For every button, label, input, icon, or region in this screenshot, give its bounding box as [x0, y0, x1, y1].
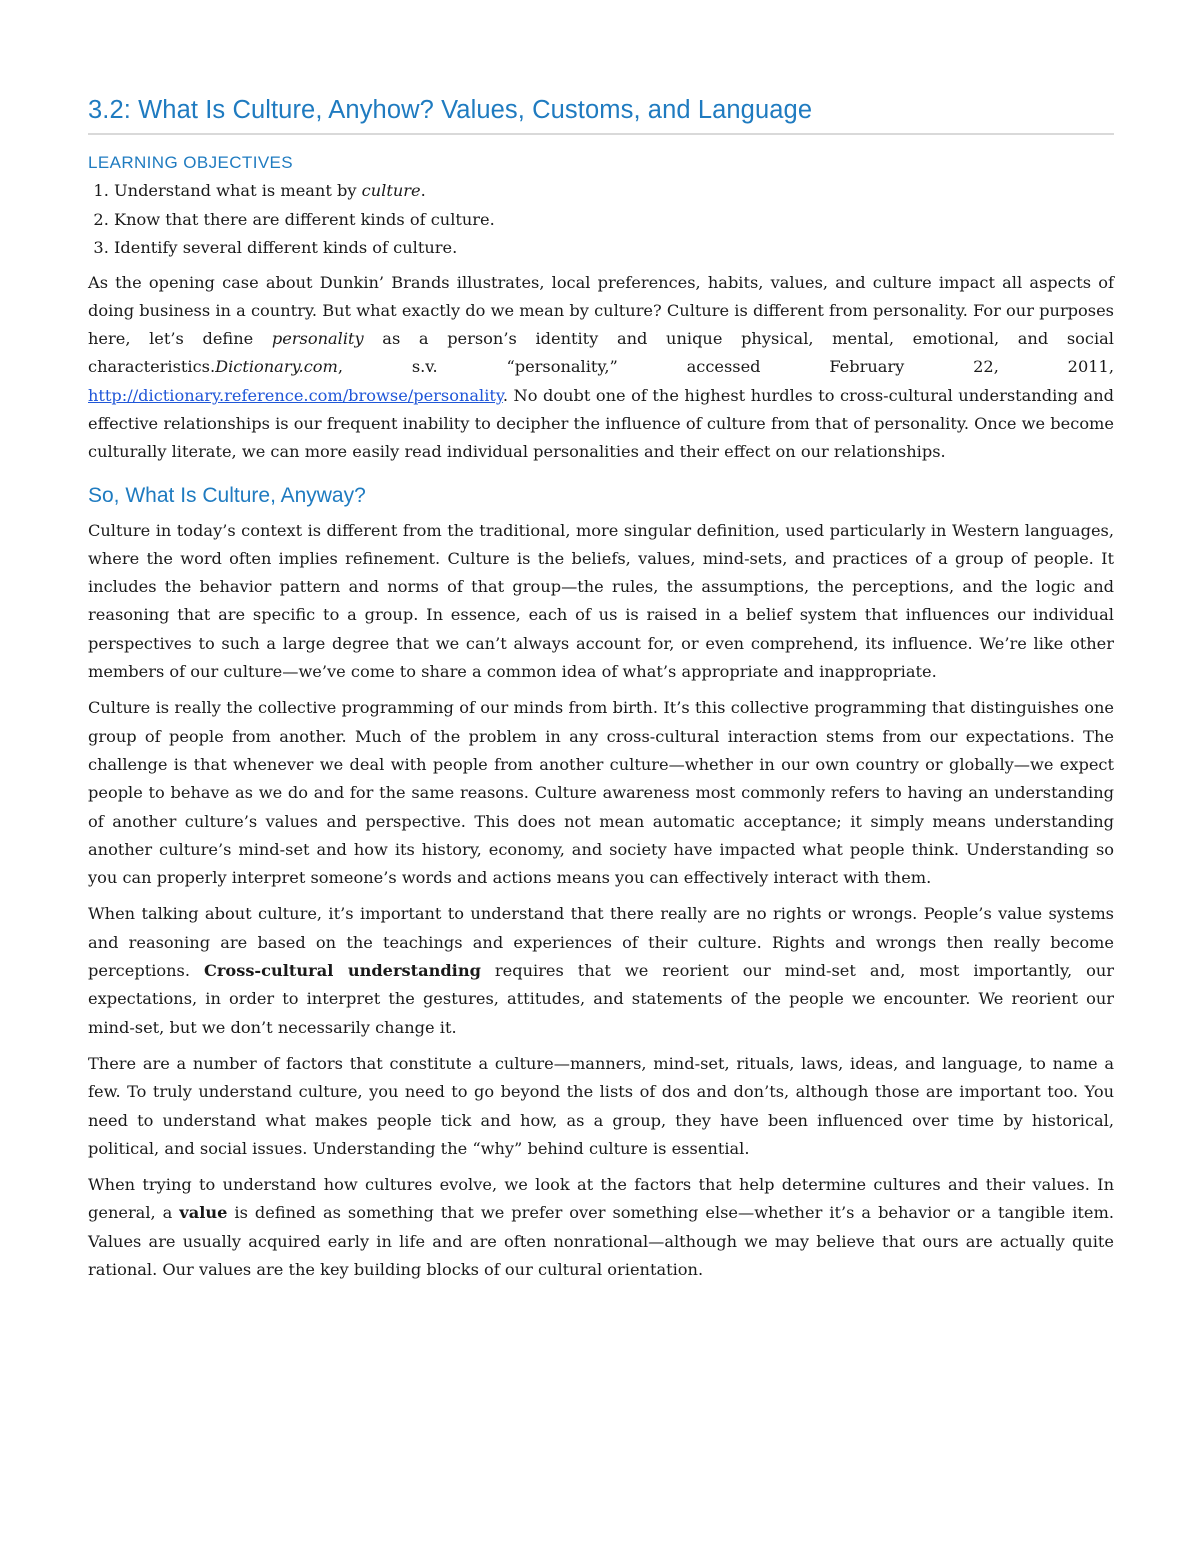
intro-paragraph: [88, 269, 1114, 467]
text-run: As the opening case about Dunkin’ Brands illustrates, local preferences, habits, values, and culture impact all aspects of doing business in a country. But what exactly do we mean by culture? Culture is different from personality. For our purposes here, let’s define: [88, 272, 1114, 349]
section-paragraph-1: Culture in today’s context is different from the traditional, more singular definition, used particularly in Western languages, where the word often implies refinement. Culture is the beliefs, values, mind-sets, and practices of a group of people. It includes the behavior pattern and norms of that group—the rules, the assumptions, the perceptions, and the logic and reasoning that are specific to a group. In essence, each of us is raised in a belief system that influences our individual perspectives to such a large degree that we can’t always account for, or even comprehend, its influence. We’re like other members of our culture—we’ve come to share a common idea of what’s appropriate and inappropriate.: [88, 520, 1114, 682]
text-run: . No doubt one of the highest hurdles to cross-cultural understanding and effective relationships is our frequent inability to decipher the influence of culture from that of personality. Once we become culturally literate, we can more easily read individual personalities and their effect on our relationships.: [88, 385, 1114, 462]
objective-item: 3. Identify several different kinds of culture.: [114, 234, 1114, 263]
emphasis-dictionary: Dictionary.com: [215, 357, 338, 377]
learning-objectives-heading: LEARNING OBJECTIVES: [88, 153, 294, 172]
text-run: requires that we reorient our mind-set and, most importantly, our expectations, in order to interpret the gestures, attitudes, and statements of the people we encounter. We reorient our mind-set, but we don’t necessarily change it.: [88, 961, 1115, 1037]
text-run: , s.v. “personality,” accessed February 22, 2011,: [337, 357, 1114, 377]
term-cross-cultural-understanding: Cross-cultural understanding: [204, 961, 481, 981]
section-heading: So, What Is Culture, Anyway?: [88, 483, 366, 507]
term-value: value: [179, 1203, 228, 1223]
emphasis-personality: personality: [271, 329, 364, 349]
text-run: as a person’s identity and unique physical, mental, emotional, and social characteristics.: [88, 329, 1114, 377]
objective-text: .: [420, 181, 426, 200]
section-paragraph-5: [88, 1171, 1114, 1284]
section-paragraph-2: Culture is really the collective programming of our minds from birth. It’s this collective programming that distinguishes one group of people from another. Much of the problem in any cross-cultural interaction stems from our expectations. The challenge is that whenever we deal with people from another culture—whether in our own country or globally—we expect people to behave as we do and for the same reasons. Culture awareness most commonly refers to having an understanding of another culture’s values and perspective. This does not mean automatic acceptance; it simply means understanding another culture’s mind-set and how its history, economy, and society have impacted what people think. Understanding so you can properly interpret someone’s words and actions means you can effectively interact with them.: [88, 698, 1114, 888]
objective-text: Understand what is meant by: [114, 181, 362, 200]
dictionary-link[interactable]: http://dictionary.reference.com/browse/personality: [88, 385, 503, 405]
text-run: When trying to understand how cultures evolve, we look at the factors that help determine cultures and their values. In general, a: [88, 1175, 1114, 1223]
learning-objectives-list: [88, 177, 1114, 263]
objective-item: [114, 177, 1114, 206]
objective-item: 2. Know that there are different kinds of culture.: [114, 206, 1114, 235]
section-paragraph-4: There are a number of factors that constitute a culture—manners, mind-set, rituals, laws, ideas, and language, to name a few. To truly understand culture, you need to go beyond the lists of dos and don’ts, although those are important too. You need to understand what makes people tick and how, as a group, they have been influenced over time by historical, political, and social issues. Understanding the “why” behind culture is essential.: [88, 1053, 1114, 1158]
section-paragraph-3: [88, 900, 1114, 1041]
page-title: 3.2: What Is Culture, Anyhow? Values, Customs, and Language: [88, 92, 1114, 135]
text-run: is defined as something that we prefer over something else—whether it’s a behavior or a tangible item. Values are usually acquired early in life and are often nonrational—although we may believe that ours are actually quite rational. Our values are the key building blocks of our cultural orientation.: [88, 1203, 1114, 1279]
objective-emphasis: culture: [361, 181, 421, 200]
document-page: [88, 92, 1114, 1292]
text-run: When talking about culture, it’s important to understand that there really are no rights or wrongs. People’s value systems and reasoning are based on the teachings and experiences of their culture. Rights and wrongs then really become perceptions.: [88, 904, 1114, 981]
